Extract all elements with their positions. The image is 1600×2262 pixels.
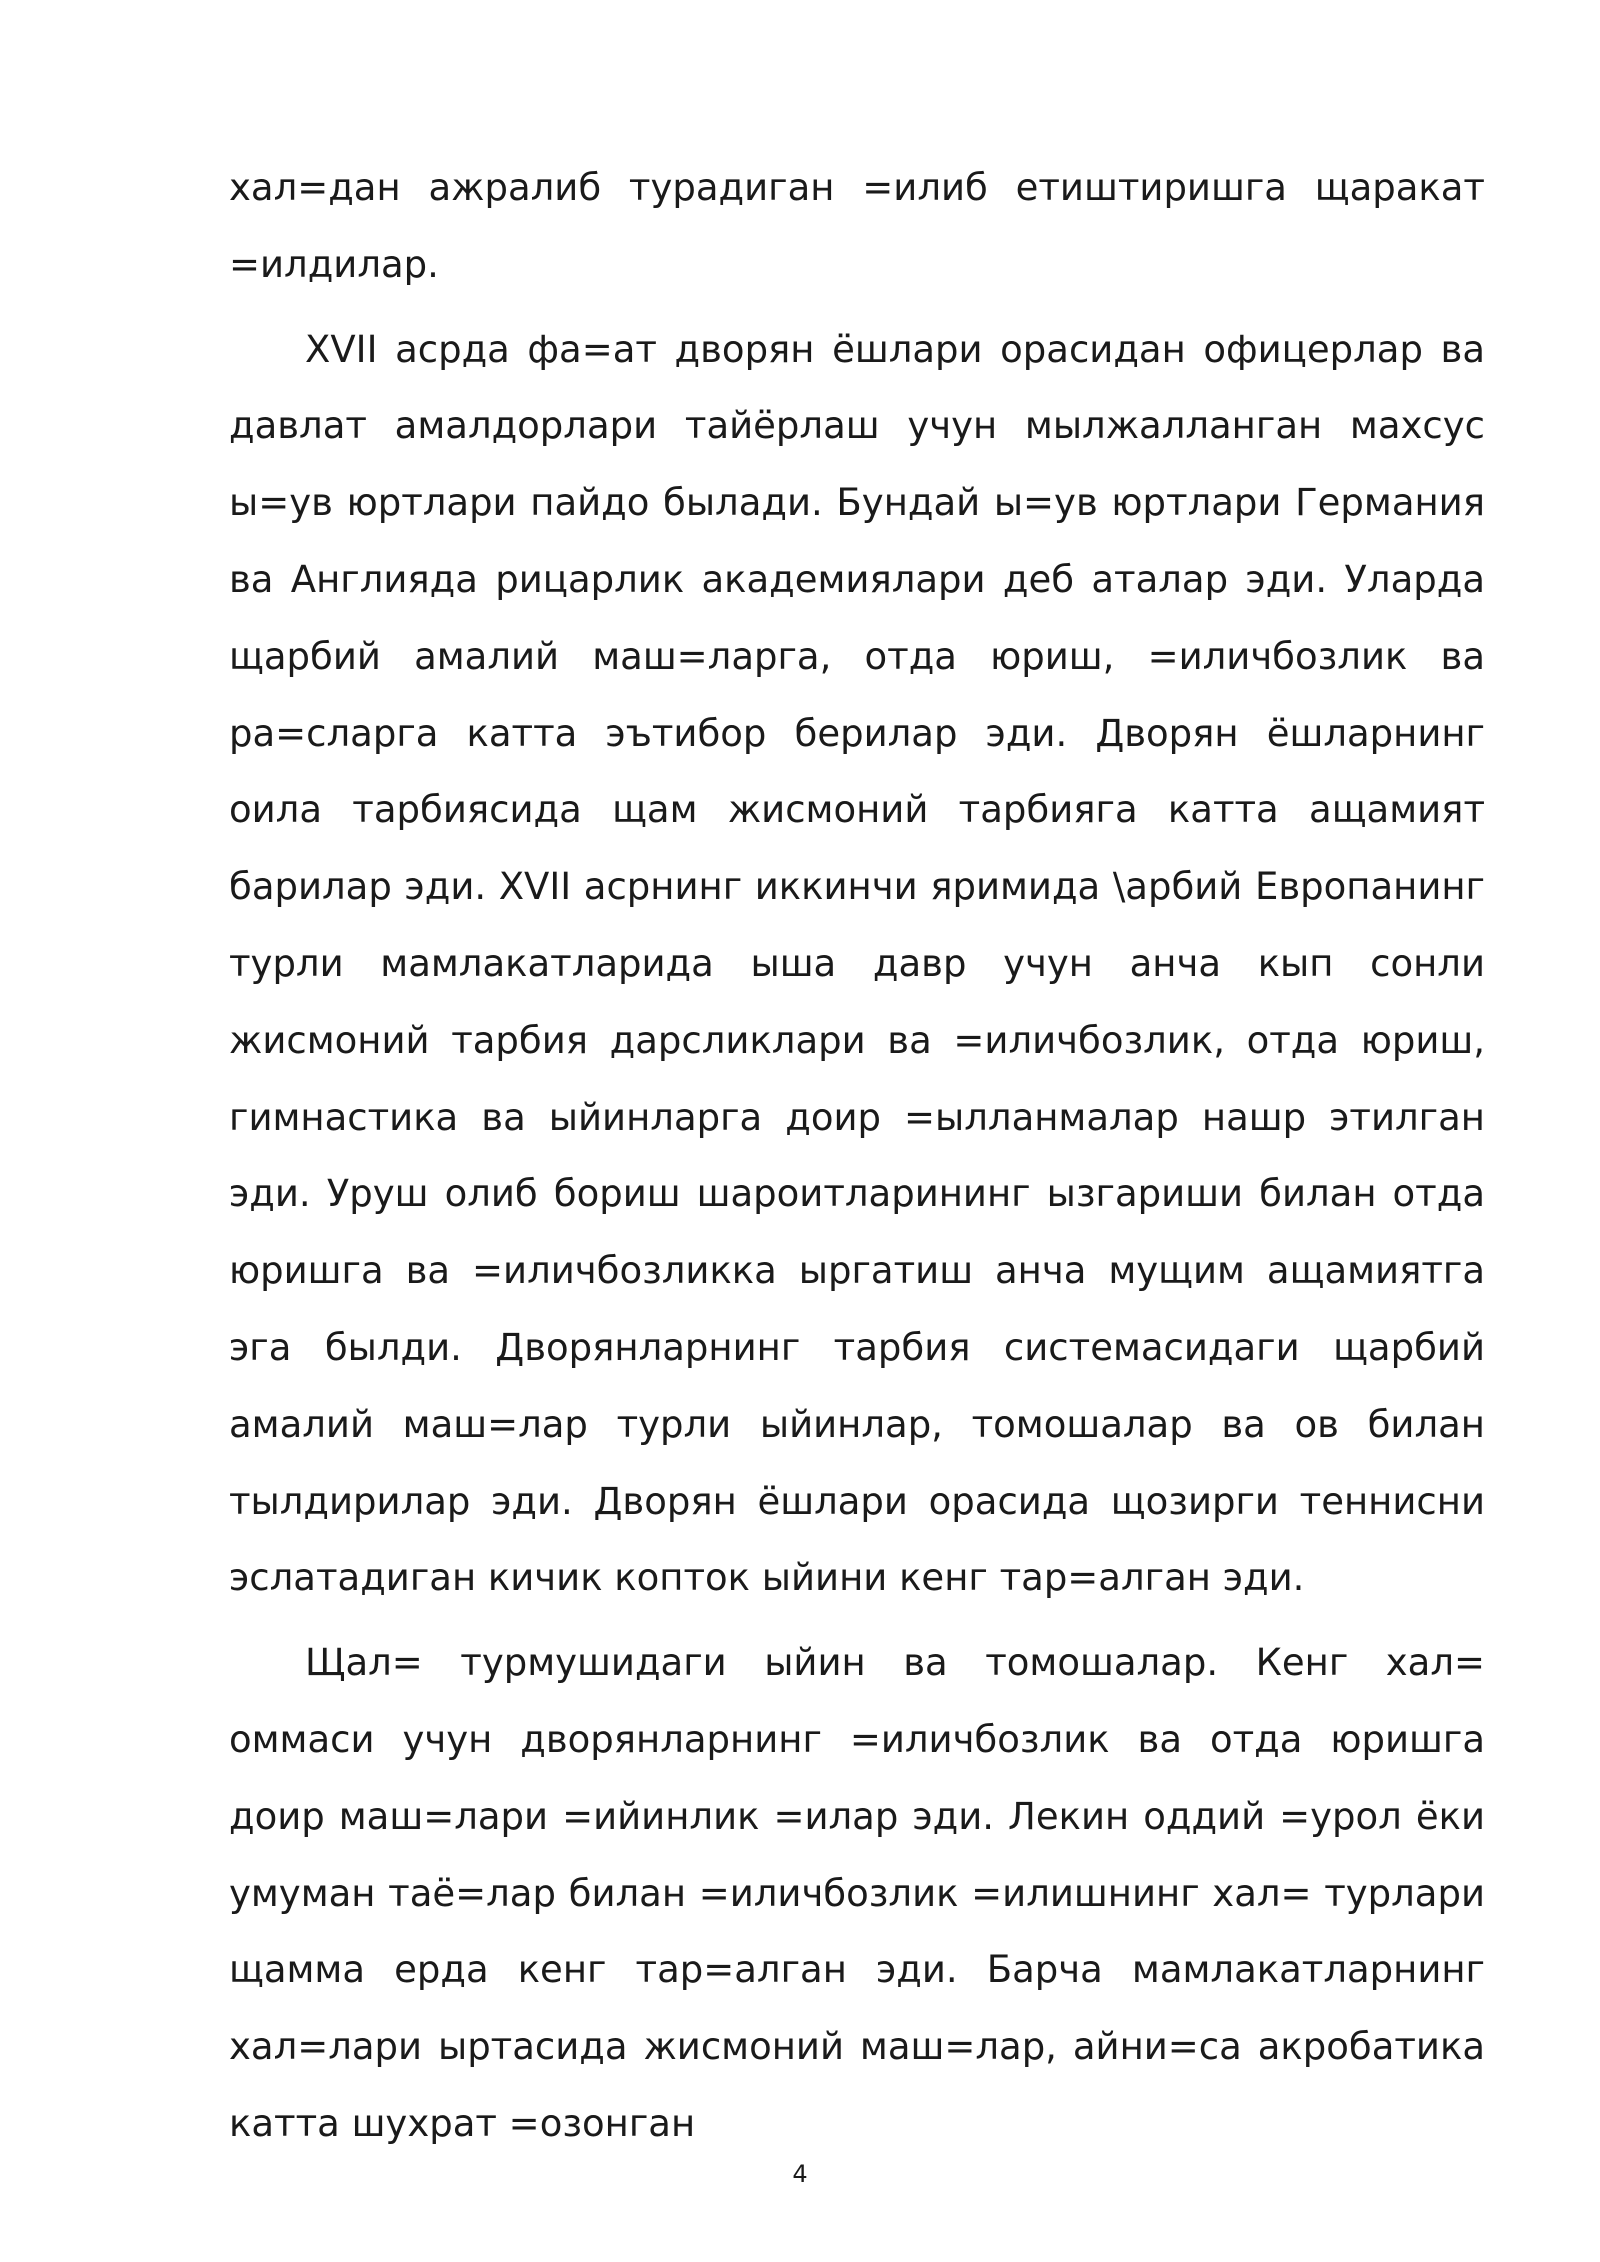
paragraph-folk-games: Щал= турмушидаги ыйин ва томошалар. Кенг хал= оммаси учун дворянларнинг =иличбозлик ва отда юришга доир маш=лари =ийинлик =илар эди. Лекин оддий =урол ёки умуман таё=лар билан =иличбозлик =илишнинг хал= турлари щамма ерда кенг тар=алган эди. Барча мамлакатларнинг хал=лари ыртасида жисмоний маш=лар, айни=са акробатика катта шухрат =озонган [229, 1641, 1485, 2145]
document-body [229, 150, 1485, 2171]
paragraph-continuation: хал=дан ажралиб турадиган =илиб етиштиришга щаракат =илдилар. [229, 166, 1485, 286]
paragraph-nobility-education: XVII асрда фа=ат дворян ёшлари орасидан офицерлар ва давлат амалдорлари тайёрлаш учун мылжалланган махсус ы=ув юртлари пайдо былади. Бундай ы=ув юртлари Германия ва Англияда рицарлик академиялари деб аталар эди. Уларда щарбий амалий маш=ларга, отда юриш, =иличбозлик ва ра=сларга катта эътибор берилар эди. Дворян ёшларнинг оила тарбиясида щам жисмоний тарбияга катта ащамият барилар эди. XVII асрнинг иккинчи яримида \арбий Европанинг турли мамлакатларида ыша давр учун анча кып сонли жисмоний тарбия дарсликлари ва =иличбозлик, отда юриш, гимнастика ва ыйинларга доир =ылланмалар нашр этилган эди. Уруш олиб бориш шароитларининг ызгариши билан отда юришга ва =иличбозликка ыргатиш анча мущим ащамиятга эга былди. Дворянларнинг тарбия системасидаги щарбий амалий маш=лар турли ыйинлар, томошалар ва ов билан тылдирилар эди. Дворян ёшлари орасида щозирги теннисни эслатадиган кичик копток ыйини кенг тар=алган эди. [229, 327, 1485, 1600]
page-number: 4 [792, 2160, 808, 2188]
